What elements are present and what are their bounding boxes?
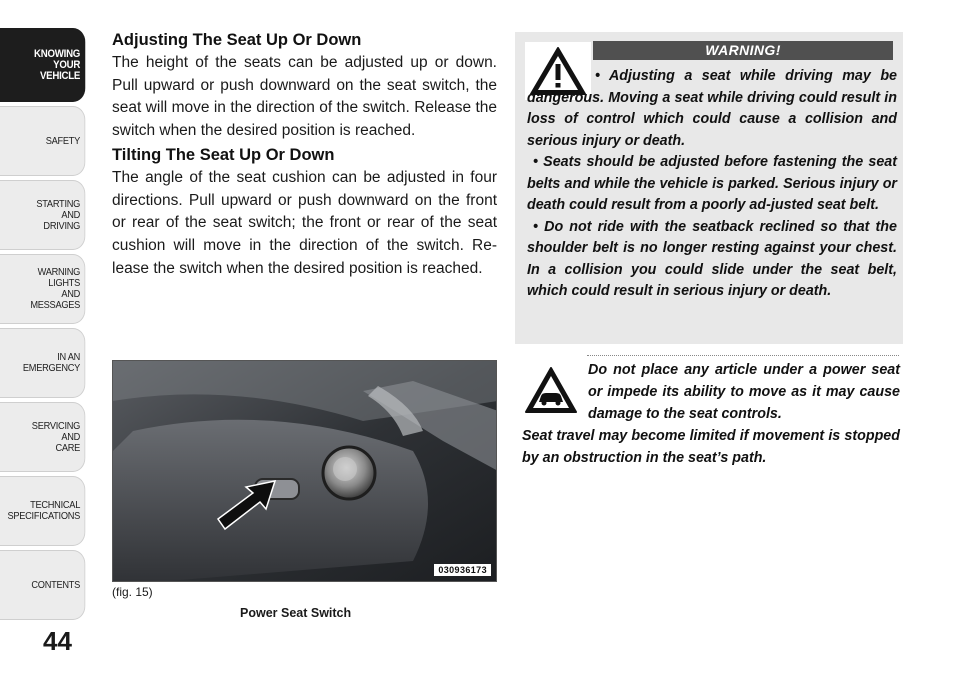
tab-knowing-your-vehicle[interactable] [0, 28, 85, 102]
tab-line: VEHICLE [39, 69, 81, 82]
tab-line: SPECIFICATIONS [7, 510, 81, 522]
tab-line: AND [61, 430, 81, 443]
tab-in-an-emergency[interactable] [0, 328, 85, 398]
warning-item: • Adjusting a seat while driving may be dangerous. Moving a seat while driving could result in loss of control which could cause a collision and serious injury or death. [527, 68, 897, 149]
page-number: 44 [43, 626, 72, 656]
warning-text [527, 66, 897, 303]
tab-line: AND [61, 208, 81, 221]
caution-text [522, 359, 900, 469]
tab-line: DRIVING [43, 219, 81, 232]
heading-tilting-seat: Tilting The Seat Up Or Down [112, 146, 335, 164]
heading-adjusting-seat: Adjusting The Seat Up Or Down [112, 31, 362, 49]
tab-technical-specifications[interactable] [0, 476, 85, 546]
tab-line: YOUR [53, 58, 81, 71]
caution-lead: Do not place any article under a power seat or impede its ability to move as it may cause damage to the seat controls. [588, 362, 900, 422]
caution-tail: Seat travel may become limited if movement is stopped by an obstruction in the seat’s path. [522, 428, 900, 466]
warning-title: WARNING! [593, 41, 893, 60]
figure-reference: (fig. 15) [112, 585, 153, 599]
tab-contents[interactable] [0, 550, 85, 620]
warning-item: • Do not ride with the seatback reclined so that the shoulder belt is no longer resting against your chest. In a collision you could slide under the seat belt, which could result in serious injury or death. [527, 218, 897, 299]
chapter-sidebar [0, 0, 97, 640]
tab-line: MESSAGES [30, 299, 81, 311]
tab-line: STARTING [36, 197, 81, 210]
paragraph-tilting-seat: The angle of the seat cushion can be adjusted in four directions. Pull upward or push downward on the front or rear of the seat switch; the front or rear of the seat cushion will move in the direction of the switch. Re-lease the switch when the desired position is reached. [112, 169, 497, 277]
tab-line: AND [61, 288, 81, 300]
tab-line: IN AN [57, 351, 81, 363]
tab-line: TECHNICAL [30, 499, 81, 511]
seat-switch-illustration [113, 361, 497, 582]
tab-line: SERVICING [31, 419, 81, 432]
tab-warning-lights-and-messages[interactable] [0, 254, 85, 324]
caution-divider [587, 355, 899, 356]
tab-line: CONTENTS [31, 578, 81, 591]
warning-item: • Seats should be adjusted before fastening the seat belts and while the vehicle is parked. Serious injury or death could result from a poorly ad-justed seat belt. [527, 154, 897, 213]
power-seat-switch-photo [112, 360, 497, 582]
tab-safety[interactable] [0, 106, 85, 176]
tab-servicing-and-care[interactable] [0, 402, 85, 472]
tab-line: WARNING [37, 266, 81, 278]
tab-line: EMERGENCY [22, 362, 81, 374]
tab-line: SAFETY [45, 134, 81, 147]
paragraph-adjusting-seat: The height of the seats can be adjusted up or down. Pull upward or push downward on the seat switch, the seat will move in the direction of the switch. Release the switch when the desired position is reached. [112, 54, 497, 140]
tab-line: LIGHTS [48, 277, 81, 289]
photo-code: 030936173 [434, 564, 491, 576]
tab-line: CARE [55, 441, 81, 454]
tab-starting-and-driving[interactable] [0, 180, 85, 250]
tab-line: KNOWING [34, 47, 81, 60]
warning-box [515, 32, 903, 344]
figure-caption: Power Seat Switch [240, 606, 352, 620]
